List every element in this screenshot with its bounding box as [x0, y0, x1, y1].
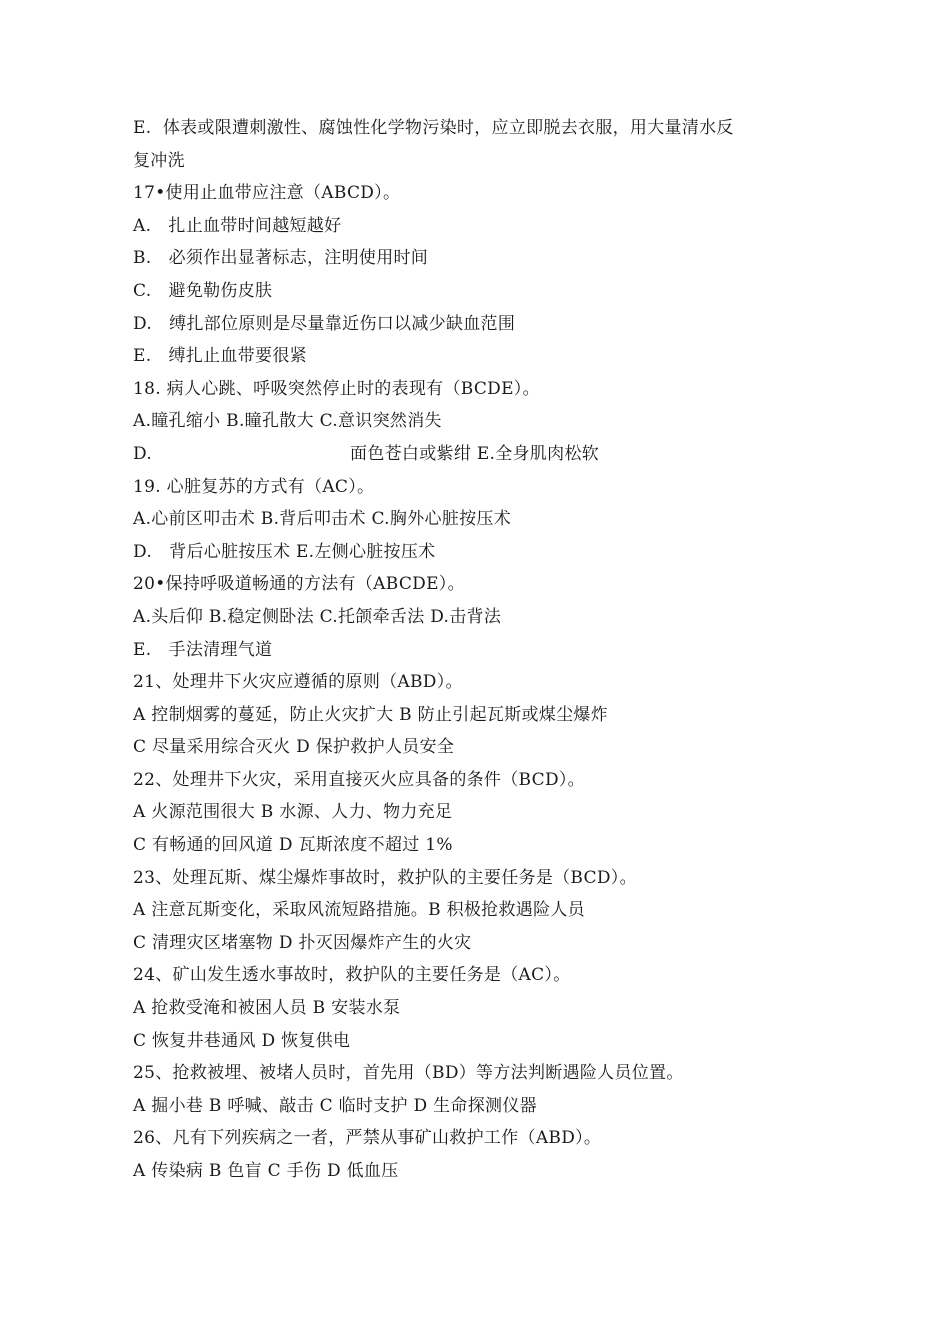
question-22-options-ab: A 火源范围很大 B 水源、人力、物力充足 [133, 802, 453, 823]
question-20-option-e: E. 手法清理气道 [133, 639, 273, 660]
question-24: 24、矿山发生透水事故时，救护队的主要任务是（AC）。 [133, 965, 571, 986]
option-e-line-2: 复冲洗 [133, 150, 185, 171]
question-24-options-ab: A 抢救受淹和被困人员 B 安装水泵 [133, 998, 401, 1019]
question-20-options-abcd: A.头后仰 B.稳定侧卧法 C.托颌牵舌法 D.击背法 [133, 606, 502, 627]
question-19-options-de: D. 背后心脏按压术 E.左侧心脏按压术 [133, 541, 436, 562]
question-22: 22、处理井下火灾，采用直接灭火应具备的条件（BCD）。 [133, 769, 585, 790]
question-17-option-c: C. 避免勒伤皮肤 [133, 280, 273, 301]
question-23-options-ab: A 注意瓦斯变化，采取风流短路措施。B 积极抢救遇险人员 [133, 900, 585, 921]
question-23-options-cd: C 清理灾区堵塞物 D 扑灭因爆炸产生的火灾 [133, 932, 472, 953]
question-17-option-e: E. 缚扎止血带要很紧 [133, 346, 307, 367]
question-26: 26、凡有下列疾病之一者，严禁从事矿山救护工作（ABD）。 [133, 1128, 602, 1149]
question-17-option-b: B. 必须作出显著标志，注明使用时间 [133, 248, 429, 269]
question-17-option-d: D. 缚扎部位原则是尽量靠近伤口以减少缺血范围 [133, 313, 516, 334]
question-18-options-de [133, 438, 823, 471]
question-18-options-abc: A.瞳孔缩小 B.瞳孔散大 C.意识突然消失 [133, 411, 442, 432]
question-21: 21、处理井下火灾应遵循的原则（ABD）。 [133, 672, 463, 693]
question-18: 18. 病人心跳、呼吸突然停止时的表现有（BCDE）。 [133, 378, 540, 399]
question-17-option-a: A. 扎止血带时间越短越好 [133, 215, 342, 236]
question-19: 19. 心脏复苏的方式有（AC）。 [133, 476, 375, 497]
question-20: 20•保持呼吸道畅通的方法有（ABCDE）。 [133, 574, 465, 595]
question-26-options: A 传染病 B 色盲 C 手伤 D 低血压 [133, 1161, 399, 1181]
question-17: 17•使用止血带应注意（ABCD）。 [133, 183, 401, 204]
option-e-line-1: E. 体表或限遭刺激性、腐蚀性化学物污染时，应立即脱去衣服，用大量清水反 [133, 118, 734, 138]
question-25-options: A 掘小巷 B 呼喊、敲击 C 临时支护 D 生命探测仪器 [133, 1095, 537, 1116]
question-25: 25、抢救被埋、被堵人员时，首先用（BD）等方法判断遇险人员位置。 [133, 1063, 684, 1084]
question-21-options-ab: A 控制烟雾的蔓延，防止火灾扩大 B 防止引起瓦斯或煤尘爆炸 [133, 704, 608, 725]
question-23: 23、处理瓦斯、煤尘爆炸事故时，救护队的主要任务是（BCD）。 [133, 867, 637, 888]
option-d-label: D. [133, 443, 153, 464]
question-24-options-cd: C 恢复井巷通风 D 恢复供电 [133, 1030, 351, 1051]
document-body [133, 112, 823, 1188]
question-21-options-cd: C 尽量采用综合灭火 D 保护救护人员安全 [133, 737, 455, 758]
option-d-text: 面色苍白或紫绀 E.全身肌肉松软 [350, 443, 600, 464]
question-22-options-cd: C 有畅通的回风道 D 瓦斯浓度不超过 1% [133, 835, 453, 856]
question-19-options-abc: A.心前区叩击术 B.背后叩击术 C.胸外心脏按压术 [133, 509, 511, 530]
